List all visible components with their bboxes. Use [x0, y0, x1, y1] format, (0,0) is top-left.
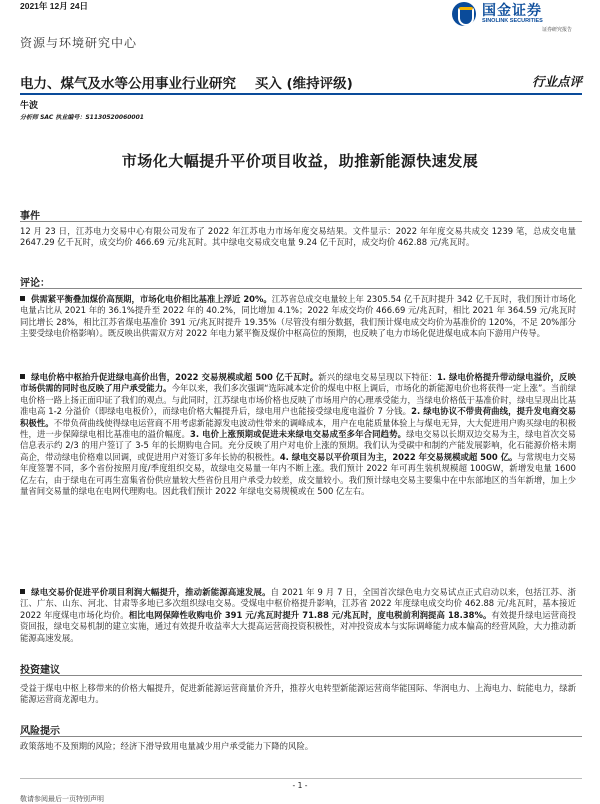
comment-heading: 评论：	[20, 278, 50, 289]
logo-emblem-icon	[452, 2, 476, 26]
logo-english: SINOLINK SECURITIES	[482, 18, 543, 24]
footer-divider	[20, 778, 582, 779]
section-divider	[20, 221, 582, 222]
analyst-name: 牛波	[20, 101, 39, 111]
logo-subtitle: 证券研究报告	[542, 27, 573, 33]
section-divider	[20, 675, 582, 676]
invest-text: 受益于煤电中枢上移带来的价格大幅提升，促进新能源运营商量价齐升，推荐火电转型新能源运营商华能国际、华润电力、上海电力、皖能电力，绿新能源运营商龙源电力。	[20, 683, 576, 705]
analysis-paragraph-3: 绿电交易价促进平价项目利润大幅提升，推动新能源高速发展。自 2021 年 9 月 7 日，全国首次绿色电力交易试点正式启动以来，包括江苏、浙江、广东、山东、河北、甘肃等多地已多次组织绿电交易。受煤电中枢价格提升影响，江苏省 2022 年度绿电成交均价 462.88 元/兆瓦时，基本接近 2022 年度煤电市场化均价。相比电网保障性收购电价 391 元/兆瓦时提升 71.88 元/兆瓦时，度电税前利润提高 18.38%。有效提升绿电运营商投资回报，绿电交易机制的建立实施，通过有效提升收益率大大提高运营商投资积极性，对冲投资成本与实际调峰能力成本偏高的经营风险，大力推动新能源高速发展。	[20, 587, 576, 643]
report-date: 2021年 12月 24日	[20, 1, 89, 11]
disclaimer-note: 敬请参阅最后一页特别声明	[20, 795, 104, 803]
analysis-paragraph-1: 供需紧平衡叠加煤价高预期，市场化电价相比基准上浮近 20%。江苏省总成交电量较上年 2305.54 亿千瓦时提升 342 亿千瓦时，我们预计市场化电量占比从 2021 年的 36.1%提升至 2022 年的 40.2%，同比增加 4.1%；2022 年成交均价 466.69 元/兆瓦时，相比 2021 年 364.59 元/兆瓦时同比增长 28%，相比江苏省煤电基准价 391 元/兆瓦时提升 19.35%（尽管没有细分数据，我们预计煤电成交均价为基准价的 120%，不足 20%部分主要受绿电价格影响）。既反映出供需双方对 2022 年电力紧平衡及煤价中枢高位的预期，也反映了电力市场化促进煤电成本向下游用户传导。	[20, 294, 576, 339]
brand-logo	[452, 0, 582, 34]
report-category: 行业点评	[531, 74, 582, 89]
page-title: 市场化大幅提升平价项目收益，助推新能源快速发展	[121, 152, 479, 170]
section-divider	[20, 736, 582, 737]
research-center: 资源与环境研究中心	[20, 36, 138, 50]
event-text: 12 月 23 日，江苏电力交易中心有限公司发布了 2022 年江苏电力市场年度交易结果。文件显示：2022 年年度交易共成交 1239 笔，总成交电量 2647.29 亿千瓦时，成交均价 466.69 元/兆瓦时。其中绿电交易成交电量 9.24 亿千瓦时，成交均价 462.88 元/兆瓦时。	[20, 226, 576, 248]
risk-text: 政策落地不及预期的风险；经济下滑导致用电量减少用户承受能力下降的风险。	[20, 741, 314, 751]
invest-heading: 投资建议	[20, 665, 60, 676]
bullet-icon	[20, 589, 25, 594]
analysis-paragraph-2: 绿电价格中枢抬升促进绿电高价出售，2022 交易规模或超 500 亿千瓦时。新兴的绿电交易呈现以下特征：1. 绿电价格提升带动绿电溢价，反映市场供需的同时也反映了用户承受能力。今年以来，我们多次强调“选际减本定价的煤电中枢上调后，市场化的新能源电价也将获得一定上涨”。当前绿电价格一路上扬正面印证了我们的观点。与此同时，江苏绿电市场价格也反映了市场用户的心理承受能力，当绿电价格低于基准价时，绿电呈现出比基准电高 1-2 分溢价（即绿电电板价），而绿电价格大幅提升后，绿电用户也能接受绿电度电溢价 7 分钱。2. 绿电协议不带贵荷曲线，提升发电商交易积极性。不带负荷曲线使得绿电运营商不用考虑新能源发电波动性带来的调峰成本，用户在电能质量体验上与煤电无异，大大促进用户购买绿电的积极性，进一步保障绿电相比基准电的溢价幅度。3. 电价上涨预期或促进未来绿电交易成至多年合同趋势。绿电交易以长期双边交易为主，绿电首次交易信息表示约 2/3 的用户签订了 3-5 年的长期购电合同。充分反映了用户对电价上涨的预期。我们认为受碳中和制约产能发展影响，化石能源价格未期高企，带动绿电价格难以回调，或促进用户对签订多年长协的积极性。4. 绿电交易以平价项目为主，2022 年交易规模或超 500 亿。与常规电力交易年度签署不同，多个省份按照月度/季度组织交易，故绿电交易量一年内不断上涨。我们预计 2022 年可再生装机规模超 100GW，新增发电量 1600 亿左右，由于绿电在可再生富集省份供应量较大些省份且用户承受力较差，成交量较小。我们预计绿电交易主要集中在中东部地区的当年新增，加上少量省间交易量的绿电在电网代理购电。因此我们预计 2022 年绿电交易规模或在 500 亿左右。	[20, 372, 577, 497]
analyst-sac: 分析师 SAC 执业编号：S1130520060001	[20, 114, 144, 121]
header-divider	[20, 93, 582, 95]
event-heading: 事件	[20, 211, 40, 222]
industry-heading	[20, 72, 353, 92]
bullet-icon	[20, 374, 25, 379]
industry-name: 电力、煤气及水等公用事业行业研究	[20, 76, 236, 92]
bullet-icon	[20, 296, 25, 301]
logo-text: 国金证券	[482, 3, 542, 19]
section-divider	[20, 288, 582, 289]
rating: 买入 (维持评级)	[254, 76, 353, 92]
risk-heading: 风险提示	[20, 726, 60, 737]
page-number: - 1 -	[292, 781, 308, 790]
